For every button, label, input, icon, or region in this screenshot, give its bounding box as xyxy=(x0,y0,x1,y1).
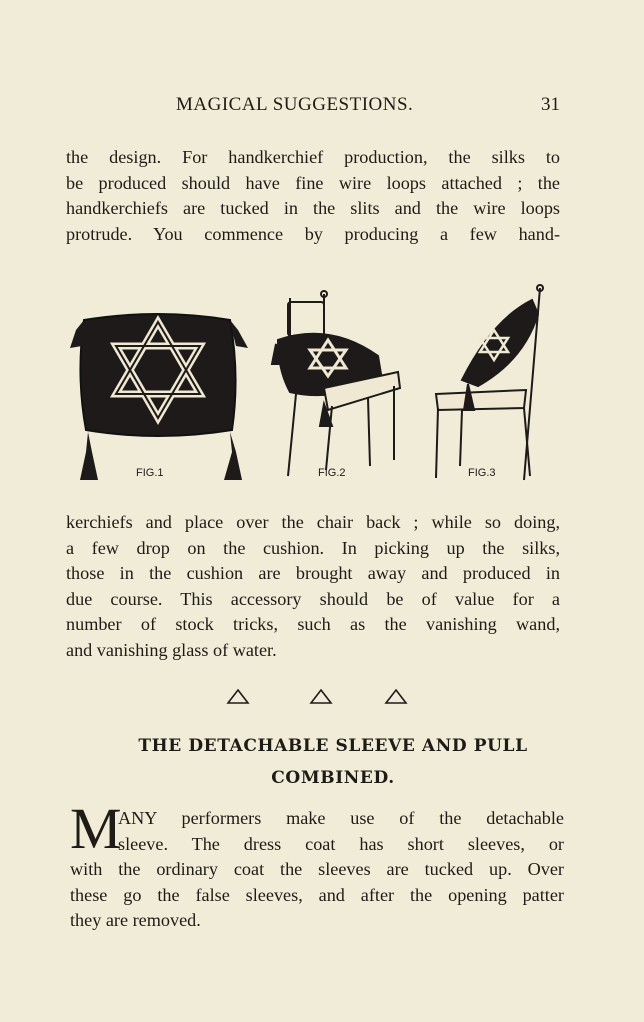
text-line: a few drop on the cushion. In picking up the silks, xyxy=(66,537,560,558)
text-line: protrude. You commence by producing a few hand- xyxy=(66,223,560,244)
text-line: these go the false sleeves, and after the opening patter xyxy=(70,884,564,905)
text-line: sleeve. The dress coat has short sleeves, or xyxy=(118,833,564,854)
text-line: they are removed. xyxy=(70,910,201,930)
fig1-label: FIG.1 xyxy=(136,467,164,479)
paragraph-chair-accessory xyxy=(66,510,560,663)
paragraph-handkerchief-production xyxy=(66,145,560,247)
paragraph-detachable-sleeve xyxy=(70,806,564,934)
text-line: kerchiefs and place over the chair back ; while so doing, xyxy=(66,512,560,532)
text-line: ANY performers make use of the detachable xyxy=(118,808,564,828)
text-line: be produced should have fine wire loops attached ; the xyxy=(66,172,560,193)
section-title: THE DETACHABLE SLEEVE AND PULL xyxy=(138,736,528,756)
section-title-continued: COMBINED. xyxy=(271,768,395,788)
text-line: those in the cushion are brought away and produced in xyxy=(66,563,560,583)
text-line: handkerchiefs are tucked in the slits and the wire loops xyxy=(66,198,560,218)
fig2-chair-front-illustration xyxy=(272,291,400,476)
running-title: MAGICAL SUGGESTIONS. xyxy=(176,94,414,115)
running-header xyxy=(66,94,560,122)
text-line: and vanishing glass of water. xyxy=(66,639,277,660)
drop-cap: M xyxy=(70,796,122,861)
text-line: with the ordinary coat the sleeves are tucked up. Over xyxy=(70,859,564,879)
fig2-label: FIG.2 xyxy=(318,467,346,479)
text-line: the design. For handkerchief production, the silks to xyxy=(66,147,560,167)
fig1-cushion-illustration xyxy=(70,314,248,480)
fig3-chair-side-illustration xyxy=(436,285,543,480)
text-line: number of stock tricks, such as the vanishing wand, xyxy=(66,614,560,634)
page-number: 31 xyxy=(541,94,560,115)
section-separator-ornament xyxy=(226,688,416,706)
chair-illustration xyxy=(62,280,562,495)
text-line: due course. This accessory should be of value for a xyxy=(66,588,560,609)
fig3-label: FIG.3 xyxy=(468,467,496,479)
